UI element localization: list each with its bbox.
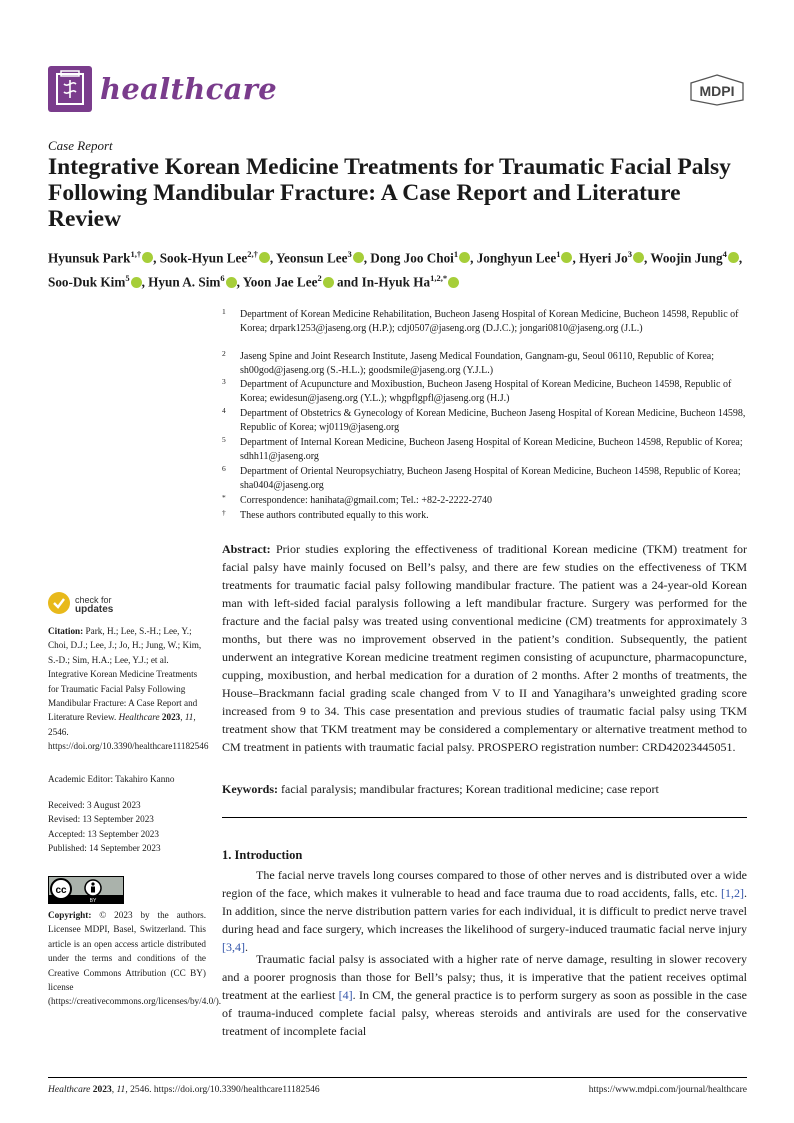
affiliation-text: Jaseng Spine and Joint Research Institute, Jaseng Medical Foundation, Gangnam-gu, Seoul 06110, Republic of Korea; sh00god@jaseng.org (S.-H.L.); goodsmile@jaseng.org (Y.J.L.): [240, 351, 714, 377]
orcid-icon[interactable]: [142, 252, 153, 263]
citation: Citation: Park, H.; Lee, S.-H.; Lee, Y.; Choi, D.J.; Lee, J.; Jo, H.; Jung, W.; Kim, S.-D.; Sim, H.A.; Lee, Y.J.; et al. Integrative Korean Medicine Treatments for Traumatic Facial Palsy Following Mandibular Fracture: A Case Report and Literature Review. Healthcare 2023, 11, 2546. https://doi.org/10.3390/healthcare11182546: [48, 626, 209, 752]
author-affiliation-marker: 3: [347, 249, 352, 259]
author-name: Hyunsuk Park: [48, 250, 131, 266]
affiliation-text: These authors contributed equally to this work.: [240, 510, 429, 521]
article-type: Case Report: [48, 138, 113, 153]
author-separator: ,: [738, 250, 743, 266]
author-affiliation-marker: 3: [627, 249, 633, 259]
affiliation-text: Department of Internal Korean Medicine, Bucheon Jaseng Hospital of Korean Medicine, Bucheon 14598, Republic of Korea; sdhh11@jaseng.org: [240, 437, 743, 463]
footer-divider: [48, 1077, 747, 1078]
author-separator: ,: [470, 250, 477, 266]
author-name: Woojin Jung: [650, 250, 723, 266]
author-affiliation-marker: 2,†: [247, 249, 258, 259]
orcid-icon[interactable]: [226, 277, 237, 288]
orcid-icon[interactable]: [259, 252, 270, 263]
citation-link[interactable]: [3,4]: [222, 940, 245, 954]
orcid-icon[interactable]: [131, 277, 142, 288]
article-title: Integrative Korean Medicine Treatments for Traumatic Facial Palsy Following Mandibular Fracture: A Case Report and Literature Review: [48, 154, 731, 232]
footer-journal-link[interactable]: https://www.mdpi.com/journal/healthcare: [588, 1085, 747, 1095]
keywords: Keywords: facial paralysis; mandibular fractures; Korean traditional medicine; case report: [222, 782, 659, 796]
affiliation-number: †: [222, 508, 226, 517]
check-updates-line2: updates: [75, 604, 114, 615]
cc-by-license-icon[interactable]: [48, 876, 124, 904]
author-separator: ,: [236, 274, 243, 290]
author-separator: and: [333, 274, 362, 290]
orcid-icon[interactable]: [323, 277, 334, 288]
author-list: [48, 244, 753, 293]
abstract: Abstract: Prior studies exploring the effectiveness of traditional Korean medicine (TKM) treatment for facial palsy have mainly focused on Bell’s palsy, and there are few studies on the effectiveness of TKM treatments for traumatic facial palsy following mandibular fracture. The patient was a 24-year-old Korean man with left-sided facial paralysis following a left mandibular fracture. Surgery was performed for the fracture and the facial palsy was treated using conventional medicine (CM) treatments for approximately 3 months, but there was no improvement observed in the patient’s condition. Subsequently, the patient underwent an integrative Korean medicine treatment regimen consisting of acupuncture, pharmacopuncture, cupping, moxibustion, and herbal medication for a duration of 2 months. After 2 months of treatments, the House–Brackmann facial grading scale changed from V to II and Yanagihara’s unweighted grading score increased from 9 to 34. This case presentation and previous studies of traumatic facial palsy using TKM treatment show that TKM treatment may be considered a complementary or alternative treatment method to CM treatment in patients with traumatic facial palsy. PROSPERO registration number: CRD42023445051.: [222, 542, 747, 754]
intro-paragraph-1: The facial nerve travels long courses compared to those of other nerves and is distributed over a wide region of the face, which makes it vulnerable to head and face trauma due to road accidents, falls, etc. [1,2]. In addition, since the nerve distribution pattern varies for each individual, it is difficult to predict nerve travel during head and face surgery, which increases the likelihood of surgery-induced traumatic facial nerve injury [3,4].: [222, 868, 747, 954]
author-affiliation-marker: 1: [453, 249, 459, 259]
author-separator: ,: [572, 250, 580, 266]
author-name: Hyeri Jo: [579, 250, 628, 266]
footer-citation: Healthcare 2023, 11, 2546. https://doi.org/10.3390/healthcare11182546: [48, 1085, 320, 1095]
author-affiliation-marker: 4: [722, 249, 727, 259]
author-name: In-Hyuk Ha: [361, 274, 431, 290]
author-name: Hyun A. Sim: [148, 274, 221, 290]
affiliation-text: Correspondence: hanihata@gmail.com; Tel.: +82-2-2222-2740: [240, 495, 492, 506]
divider: [222, 817, 747, 818]
author-affiliation-marker: 2: [317, 273, 322, 284]
orcid-icon[interactable]: [561, 252, 572, 263]
author-affiliation-marker: 1,†: [130, 249, 142, 259]
orcid-icon[interactable]: [459, 252, 470, 263]
affiliation-number: 4: [222, 406, 226, 415]
author-name: Yoon Jae Lee: [242, 274, 318, 290]
affiliation: [222, 350, 752, 378]
affiliation: [222, 465, 752, 493]
author-affiliation-marker: 1,2,*: [430, 273, 448, 284]
author-name: Dong Joo Choi: [370, 250, 454, 266]
affiliation: [222, 407, 752, 435]
svg-text:BY: BY: [89, 898, 97, 903]
author-separator: ,: [363, 250, 371, 266]
citation-link[interactable]: [4]: [338, 988, 353, 1002]
publisher-logo: [689, 74, 745, 106]
orcid-icon[interactable]: [633, 252, 644, 263]
citation-link[interactable]: [1,2]: [721, 886, 744, 900]
affiliation: [222, 436, 752, 464]
affiliation-text: Department of Oriental Neuropsychiatry, Bucheon Jaseng Hospital of Korean Medicine, Bucheon 14598, Republic of Korea; sha0404@jaseng.org: [240, 466, 741, 492]
orcid-icon[interactable]: [448, 277, 459, 288]
affiliation-number: *: [222, 493, 226, 502]
affiliation-text: Department of Acupuncture and Moxibustion, Bucheon Jaseng Hospital of Korean Medicine, Bucheon 14598, Republic of Korea; ewidesun@jaseng.org (Y.L.); whgpflgpfl@jaseng.org (H.J.): [240, 379, 732, 405]
author-affiliation-marker: 5: [125, 273, 130, 284]
affiliation-text: Department of Korean Medicine Rehabilitation, Bucheon Jaseng Hospital of Korean Medicine, Bucheon 14598, Republic of Korea; drpark1253@jaseng.org (H.P.); cdj0507@jaseng.org (D.J.C.); jongari0810@jaseng.org (J.L.): [240, 309, 739, 335]
affiliation-number: 1: [222, 307, 226, 316]
copyright: Copyright: © 2023 by the authors. Licensee MDPI, Basel, Switzerland. This article is an open access article distributed under the terms and conditions of the Creative Commons Attribution (CC BY) license (https://creativecommons.org/licenses/by/4.0/).: [48, 910, 222, 1007]
affiliation-number: 3: [222, 377, 226, 386]
orcid-icon[interactable]: [353, 252, 364, 263]
author-separator: ,: [269, 250, 276, 266]
affiliation-number: 5: [222, 435, 226, 444]
author-name: Sook-Hyun Lee: [159, 250, 248, 266]
affiliation: [222, 494, 752, 508]
intro-paragraph-2: Traumatic facial palsy is associated with a higher rate of nerve damage, resulting in slower recovery and a poorer prognosis than those for Bell’s palsy; thus, it is imperative that the patient receives optimal treatment at the earliest [4]. In CM, the general practice is to perform surgery as soon as possible in the case of trauma-induced complete facial palsy, whereas steroids and antivirals are used for the conservative treatment of incomplete facial: [222, 952, 747, 1038]
dates: Received: 3 August 2023 Revised: 13 September 2023 Accepted: 13 September 2023 Published: 14 September 2023: [48, 800, 161, 854]
affiliation-text: Department of Obstetrics & Gynecology of Korean Medicine, Bucheon Jaseng Hospital of Korean Medicine, Bucheon 14598, Republic of Korea; wj0119@jaseng.org: [240, 408, 746, 434]
svg-text:cc: cc: [55, 885, 67, 896]
author-separator: ,: [141, 274, 149, 290]
author-name: Yeonsun Lee: [276, 250, 348, 266]
section-heading: 1. Introduction: [222, 848, 303, 862]
author-separator: ,: [644, 250, 651, 266]
affiliation-number: 6: [222, 464, 226, 473]
academic-editor: Academic Editor: Takahiro Kanno: [48, 774, 175, 784]
author-affiliation-marker: 1: [556, 249, 561, 259]
journal-logo-icon: [48, 66, 92, 112]
affiliation: [222, 308, 752, 336]
author-separator: ,: [153, 250, 160, 266]
author-name: Jonghyun Lee: [476, 250, 557, 266]
author-name: Soo-Duk Kim: [48, 274, 126, 290]
affiliation: [222, 509, 752, 523]
author-affiliation-marker: 6: [220, 273, 225, 284]
affiliation: [222, 378, 752, 406]
check-updates-line1: check for: [75, 595, 112, 605]
check-updates-icon: [48, 592, 70, 614]
publisher-name: MDPI: [699, 83, 735, 99]
journal-name: healthcare: [100, 72, 277, 106]
orcid-icon[interactable]: [728, 252, 739, 263]
affiliation-number: 2: [222, 349, 226, 358]
